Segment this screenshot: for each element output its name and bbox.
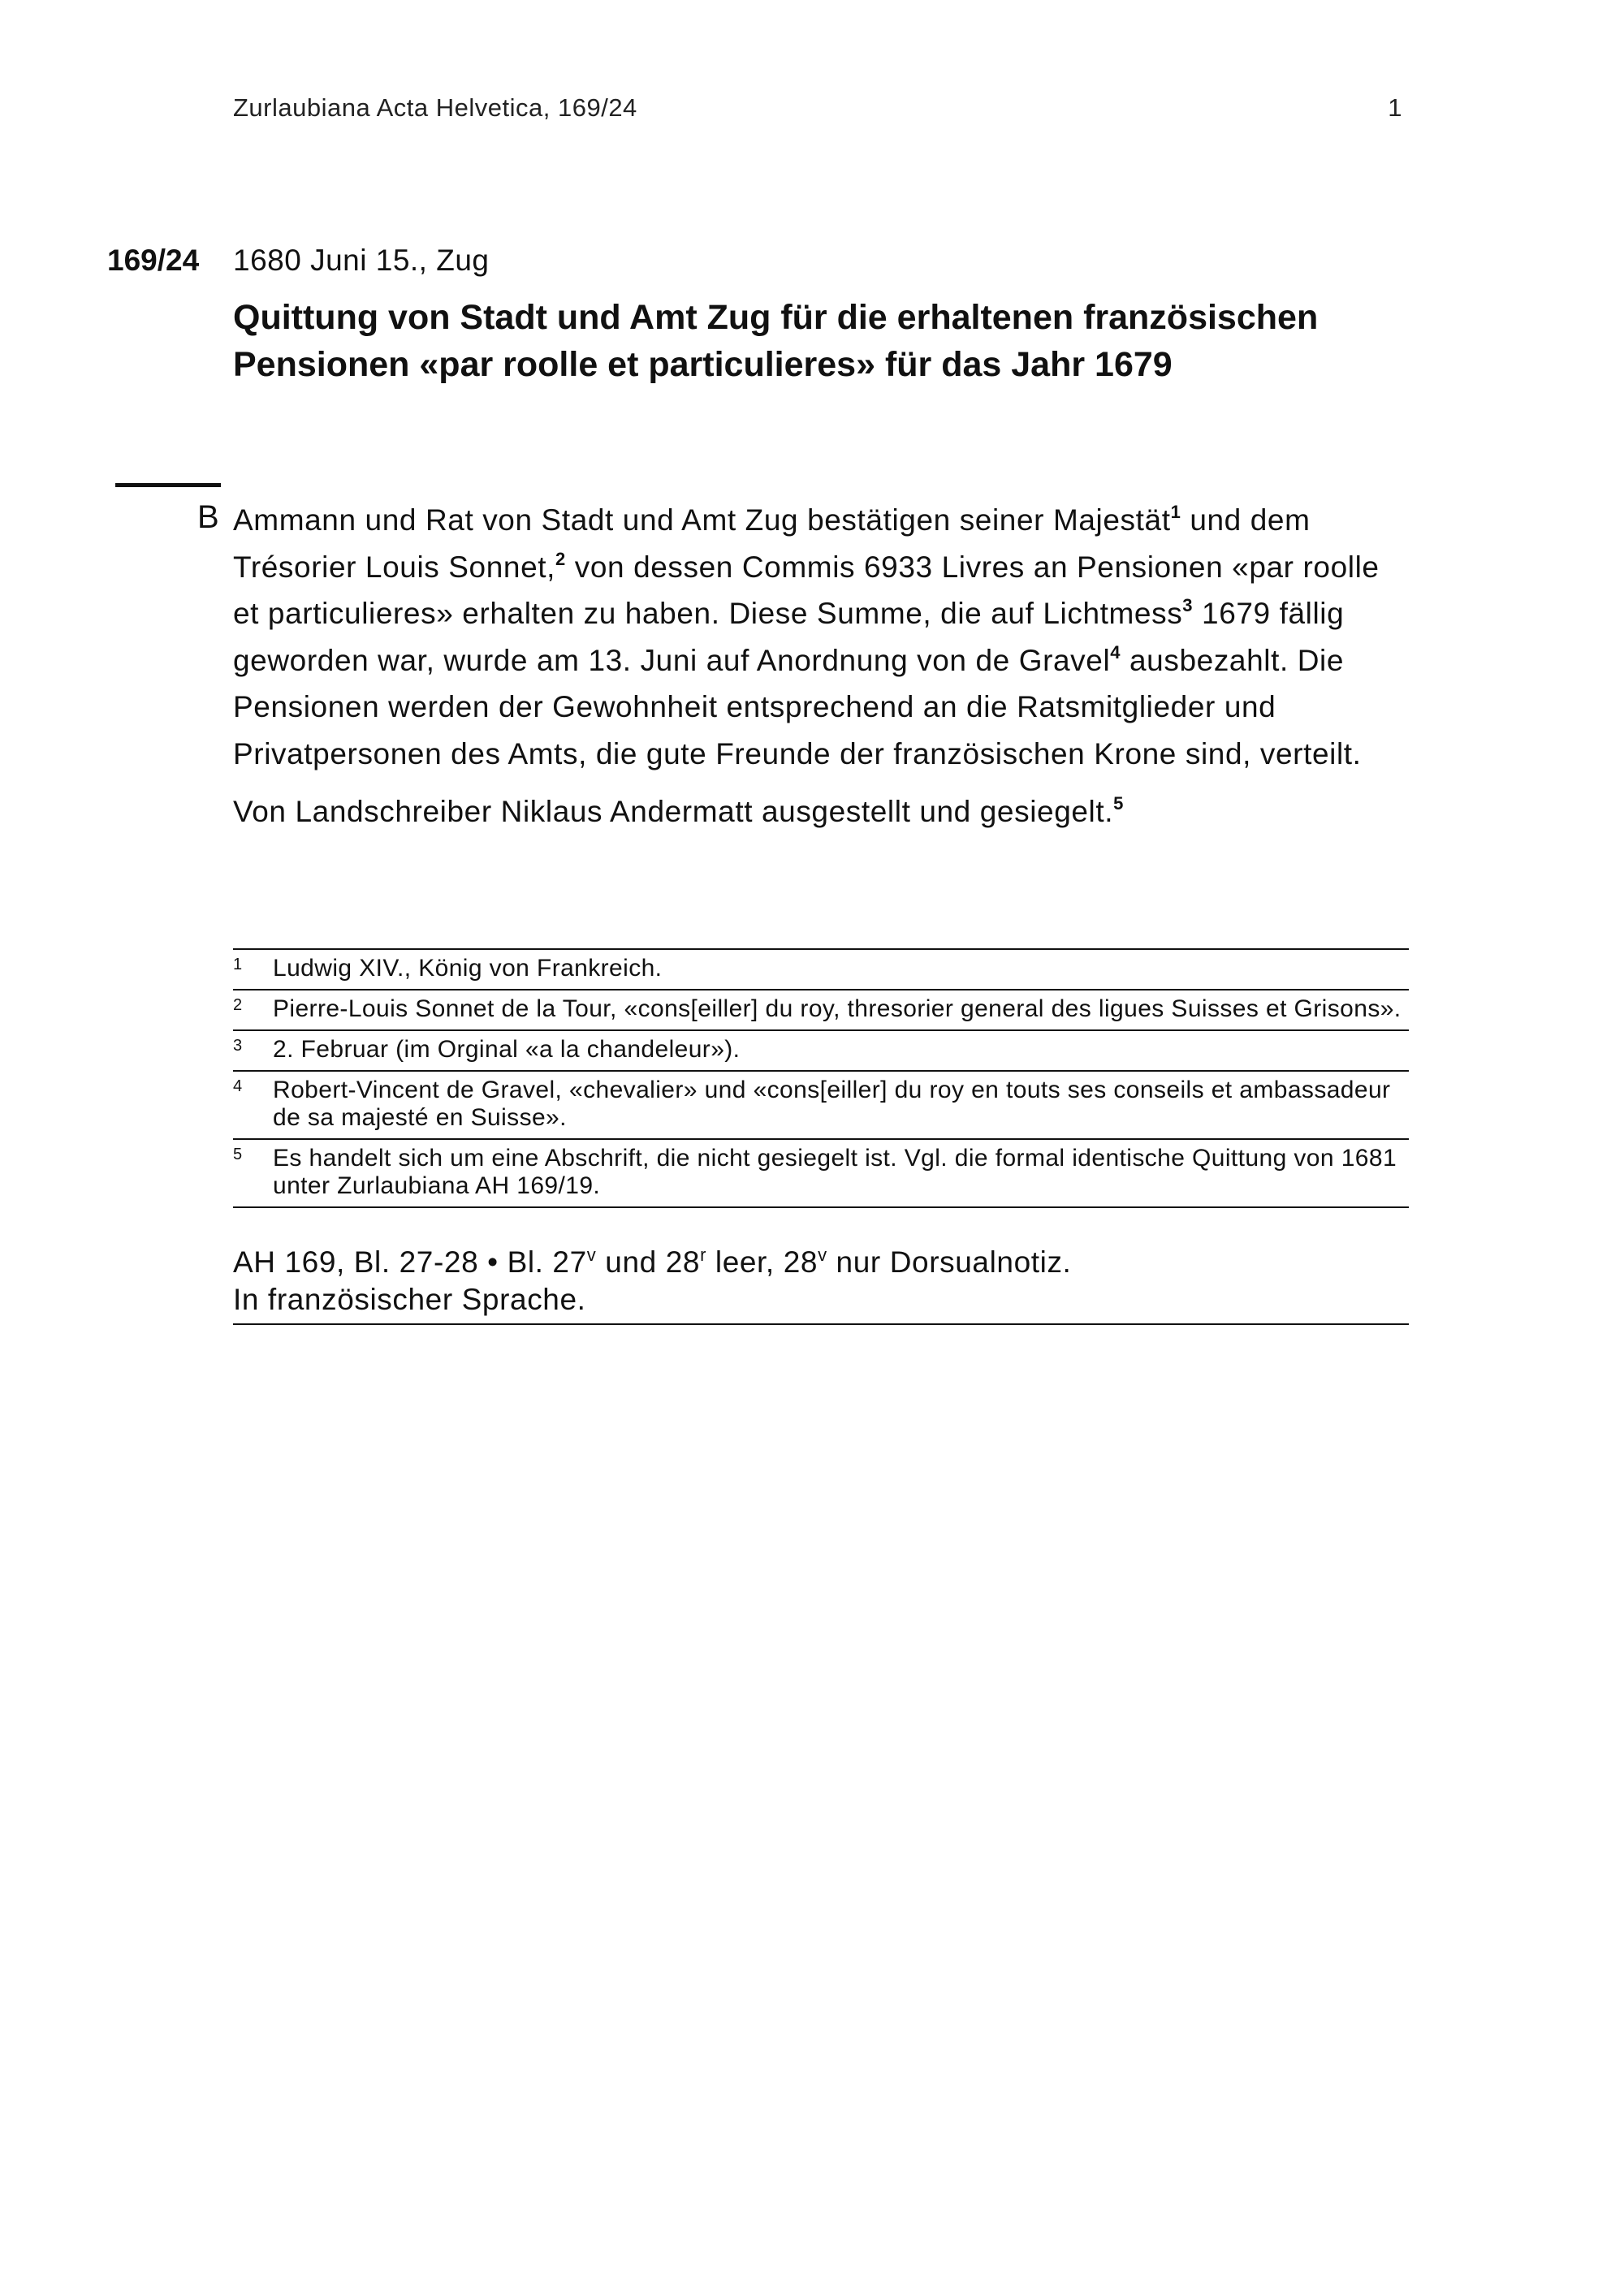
footnote-number: 1 [233, 956, 243, 973]
document-title: Quittung von Stadt und Amt Zug für die erhaltenen französischen Pensionen «par roolle et particulieres» für das Jahr 1679 [233, 298, 1319, 384]
document-number: 169/24 [107, 244, 200, 277]
page-number: 1 [1388, 93, 1402, 122]
footnote-item [233, 1140, 1409, 1208]
regest-paragraph: Von Landschreiber Niklaus Andermatt ausgestellt und gesiegelt.$^5$ [233, 793, 1124, 828]
footnote-ref[interactable]: 4 [1110, 641, 1121, 662]
footnote-text: Pierre-Louis Sonnet de la Tour, «cons[eiller] du roy, thresorier general des ligues Suisses et Grisons». [273, 995, 1402, 1022]
footnote-number: 5 [233, 1146, 243, 1163]
footnote-text: Robert-Vincent de Gravel, «chevalier» und «cons[eiller] du roy en touts ses conseils et ambassadeur de sa majesté en Suisse». [273, 1077, 1391, 1131]
footnote-item [233, 1072, 1409, 1140]
footnote-text: Ludwig XIV., König von Frankreich. [273, 955, 663, 982]
running-header [233, 93, 1402, 123]
footnotes-block [233, 948, 1409, 1208]
archive-language: In französischer Sprache. [233, 1283, 586, 1316]
source-siglum: B [197, 499, 219, 535]
section-divider [115, 483, 221, 487]
footnote-text: Es handelt sich um eine Abschrift, die nicht gesiegelt ist. Vgl. die formal identische Quittung von 1681 unter Zurlaubiana AH 169/19. [273, 1145, 1397, 1199]
running-title: Zurlaubiana Acta Helvetica, 169/24 [233, 93, 637, 122]
footnote-ref[interactable]: 3 [1182, 595, 1194, 615]
footnote-ref[interactable]: 1 [1170, 502, 1181, 522]
regest-body [233, 497, 1402, 835]
footnote-item [233, 990, 1409, 1031]
footnote-number: 2 [233, 996, 243, 1014]
footnote-number: 3 [233, 1037, 243, 1055]
document-date-place: 1680 Juni 15., Zug [233, 244, 490, 277]
archive-shelfmark: AH 169, Bl. 27-28 • Bl. 27$^v$ und 28$^r$ leer, 28$^v$ nur Dorsualnotiz. [233, 1245, 1072, 1279]
footnote-number: 4 [233, 1077, 243, 1095]
footnote-ref[interactable]: 2 [555, 548, 566, 569]
footnote-ref[interactable]: 5 [1113, 793, 1124, 814]
footnote-item [233, 1031, 1409, 1072]
footnote-text: 2. Februar (im Orginal «a la chandeleur»). [273, 1036, 741, 1063]
regest-paragraph: Ammann und Rat von Stadt und Amt Zug bestätigen seiner Majestät$^1$ und dem Trésorier Louis Sonnet,$^2$ von dessen Commis 6933 Livres an Pensionen «par roolle et particulieres» erhalten zu haben. Diese Summe, die auf Lichtmess$^3$ 1679 fällig geworden war, wurde am 13. Juni auf Anordnung von de Gravel$^4$ ausbezahlt. Die Pensionen werden der Gewohnheit entsprechend an die Ratsmitglieder und Privatpersonen des Amts, die gute Freunde der französischen Krone sind, verteilt. [233, 502, 1380, 770]
footnote-item [233, 950, 1409, 990]
archive-reference [233, 1244, 1409, 1325]
